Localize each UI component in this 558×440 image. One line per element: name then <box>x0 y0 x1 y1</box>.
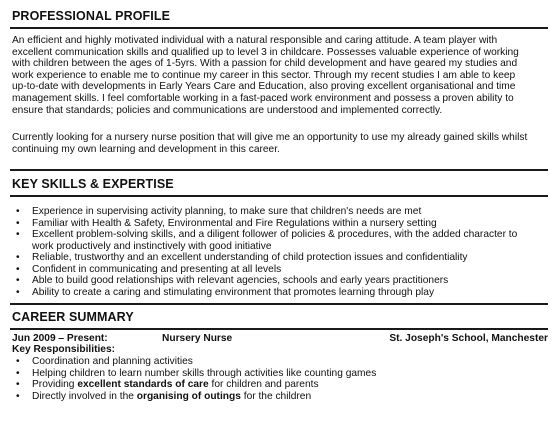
role-employer: St. Joseph's School, Manchester <box>389 333 548 344</box>
text-line: work experience to enable me to continue my career in this sector. Through my recent studies I am able to keep <box>12 69 516 81</box>
skills-list <box>12 206 517 298</box>
role-title: Nursery Nurse <box>162 333 233 344</box>
list-item: • Helping children to learn number skills through activities like counting games <box>12 368 376 380</box>
text-line: work productively and instinctively with good initiative <box>32 240 272 252</box>
section-divider <box>10 328 548 330</box>
list-item: • Familiar with Health & Safety, Environmental and Fire Regulations within a nursery setting <box>12 218 517 230</box>
text-line: excellent communication skills and qualified up to level 3 in childcare. Possesses valuable experience of working <box>12 46 519 58</box>
profile-paragraph-1 <box>12 35 548 116</box>
profile-heading: PROFESSIONAL PROFILE <box>12 9 171 23</box>
list-item: • Ability to create a caring and stimulating environment that promotes learning through play <box>12 287 517 299</box>
text-line: management skills. I feel comfortable working in a fast-paced work environment and possess a proven ability to <box>12 92 514 104</box>
list-item: • Able to build good relationships with relevant agencies, schools and early years practitioners <box>12 275 517 287</box>
text-segment: for the children <box>240 390 312 402</box>
list-item <box>12 391 376 403</box>
section-divider <box>10 27 548 29</box>
skills-heading: KEY SKILLS & EXPERTISE <box>12 177 174 191</box>
text-line: up-to-date with developments in Early Years Care and Education, also proving excellent organisational and time <box>12 81 516 93</box>
text-line: with children between the ages of 1-5yrs. With a passion for child development and have geared my studies and <box>12 58 518 70</box>
list-item: • Coordination and planning activities <box>12 356 376 368</box>
text-segment: Providing <box>32 379 78 390</box>
list-item: • Confident in communicating and presenting at all levels <box>12 264 517 276</box>
section-divider <box>10 195 548 197</box>
responsibilities-label: Key Responsibilities: <box>12 344 116 355</box>
text-line: ensure that standards; policies and communications are understood and implemented correctly. <box>12 104 443 116</box>
emphasis-text: excellent standards of care <box>77 379 209 390</box>
text-segment: for children and parents <box>208 379 319 390</box>
career-heading: CAREER SUMMARY <box>12 310 134 324</box>
section-divider <box>10 303 548 305</box>
text-line: Currently looking for a nursery nurse position that will give me an opportunity to use my already gained skills whilst <box>12 132 528 143</box>
list-item-continuation <box>12 241 517 253</box>
role-dates: Jun 2009 – Present: <box>12 333 108 344</box>
emphasis-text: organising of outings <box>136 390 241 402</box>
list-item: • Excellent problem-solving skills, and a diligent follower of policies & procedures, with the added character to <box>12 229 517 241</box>
text-segment: Directly involved in the <box>32 390 137 402</box>
text-line: An efficient and highly motivated individual with a natural responsible and caring attitude. A team player with <box>12 35 498 46</box>
profile-paragraph-2 <box>12 132 548 155</box>
text-line: continuing my own learning and development in this career. <box>12 143 280 155</box>
responsibilities-list <box>12 356 376 402</box>
section-divider <box>10 169 548 171</box>
list-item: • Reliable, trustworthy and an excellent understanding of child protection issues and confidentiality <box>12 252 517 264</box>
list-item <box>12 379 376 391</box>
list-item: • Experience in supervising activity planning, to make sure that children's needs are met <box>12 206 517 218</box>
